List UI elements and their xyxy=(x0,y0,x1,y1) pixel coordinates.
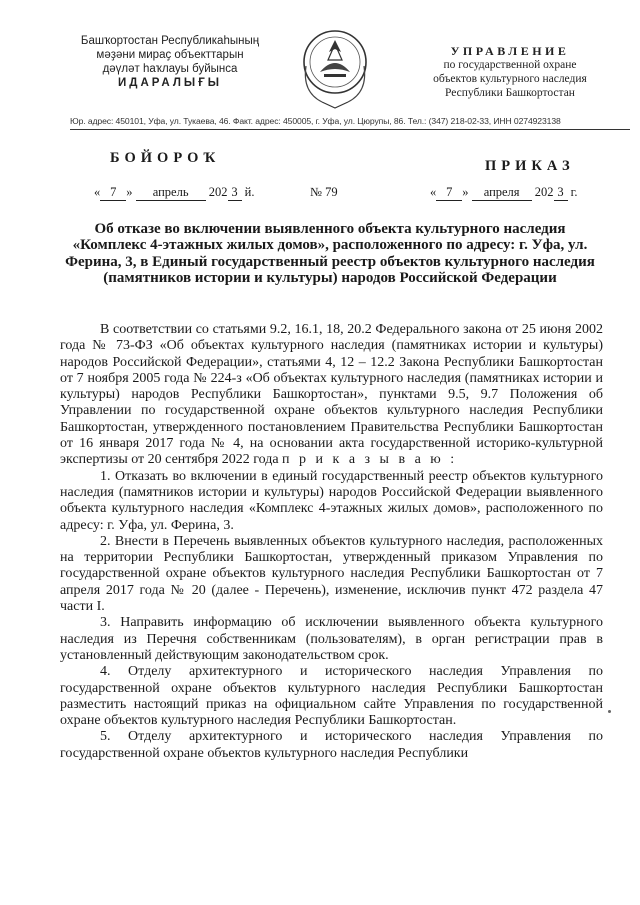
date-left-suffix: й. xyxy=(244,185,255,199)
date-right-year-prefix: 202 xyxy=(534,185,554,199)
date-right-day: 7 xyxy=(436,185,462,201)
date-left-year-digit: 3 xyxy=(228,185,242,201)
header-right-line2: по государственной охране xyxy=(443,59,577,71)
item-paragraph: 3. Направить информацию об исключении выявленного объекта культурного наследия из Перечня собственникам (пользователям), в орган регистрации прав в установленный действующим законодательством срок. xyxy=(60,615,603,663)
document-title: Об отказе во включении выявленного объекта культурного наследия «Комплекс 4-этажных жилых домов», расположенного по адресу: г. Уфа, ул. Ферина, 3, в Единый государственный реестр объектов культурного наследия (памятников истории и культуры) народов Российской Федерации xyxy=(65,221,595,286)
preamble-text: В соответствии со статьями 9.2, 16.1, 18, 20.2 Федерального закона от 25 июня 2002 года № 73-ФЗ «Об объектах культурного наследия (памятниках истории и культуры) народов Российской Федерации», статьями 4, 12 – 12.2 Закона Республики Башкортостан от 7 ноября 2005 года № 224-з «Об объектах культурного наследия (памятниках истории и культуры) народов Республики Башкортостан», пунктами 9.5, 9.7 Положения об Управлении по государственной охране объектов культурного наследия Республики Башкортостан, утвержденного постановлением Правительства Республики Башкортостан от 16 января 2017 года № 4, на основании акта государственной историко-культурной экспертизы от 20 сентября 2022 года xyxy=(60,322,603,468)
document-body xyxy=(60,322,603,762)
header-right-russian xyxy=(405,44,615,100)
header-right-line4: Республики Башкортостан xyxy=(445,87,575,99)
coat-of-arms-emblem-icon xyxy=(298,22,372,110)
header-left-line2: мәҙәни мираҫ объекттарын xyxy=(96,49,244,61)
date-left-day: 7 xyxy=(100,185,126,201)
scan-speck xyxy=(608,710,611,713)
item-paragraph: 4. Отделу архитектурного и исторического наследия Управления по государственной охране объектов культурного наследия Республики Башкортостан разместить настоящий приказ на официальном сайте Управления по государственной охране объектов культурного наследия Республики Башкортостан. xyxy=(60,664,603,729)
header-right-line3: объектов культурного наследия xyxy=(433,73,587,85)
date-left-quote-open: « xyxy=(94,185,101,199)
header-left-line3: дәүләт һаҡлауы буйынса xyxy=(102,63,238,75)
header-left-bashkir xyxy=(55,34,285,90)
item-paragraph: 1. Отказать во включении в единый государственный реестр объектов культурного наследия (памятников истории и культуры) народов Российской Федерации выявленного объекта культурного наследия «Комплекс 4-этажных жилых домов», расположенного по адресу: г. Уфа, ул. Ферина, 3. xyxy=(60,468,603,533)
header-left-line4: ИДАРАЛЫҒЫ xyxy=(118,77,222,89)
item-paragraph: 2. Внести в Перечень выявленных объектов культурного наследия, расположенных на территории Республики Башкортостан, утвержденный приказом Управления по государственной охране объектов культурного наследия Республики Башкортостан от 7 апреля 2017 года № 20 (далее - Перечень), изменение, исключив пункт 472 раздела 47 части I. xyxy=(60,533,603,615)
date-left-quote-close: » xyxy=(126,185,133,199)
order-number xyxy=(310,185,338,200)
date-left-month: апрель xyxy=(136,185,206,201)
address-line: Юр. адрес: 450101, Уфа, ул. Тукаева, 46. Факт. адрес: 450005, г. Уфа, ул. Цюрупы, 86. Тел.: (347) 218-02-33, ИНН 0274923138 xyxy=(70,116,561,126)
preamble-paragraph xyxy=(60,322,603,469)
header-left-line1: Башҡортостан Республикаһының xyxy=(80,35,260,47)
header-right-line1: УПРАВЛЕНИЕ xyxy=(450,44,570,58)
date-left-year-prefix: 202 xyxy=(208,185,228,199)
date-left xyxy=(94,185,254,201)
doc-type-bashkir: БОЙОРОҠ xyxy=(110,150,221,166)
preamble-command: п р и к а з ы в а ю : xyxy=(282,452,458,468)
item-paragraph: 5. Отделу архитектурного и исторического наследия Управления по государственной охране объектов культурного наследия Республики xyxy=(60,729,603,761)
date-right-suffix: г. xyxy=(570,185,578,199)
doc-type-russian: ПРИКАЗ xyxy=(485,158,575,174)
number-sign: № xyxy=(310,185,322,199)
date-right-quote-close: » xyxy=(462,185,469,199)
date-right-year-digit: 3 xyxy=(554,185,568,201)
header-divider xyxy=(70,129,630,130)
date-right-quote-open: « xyxy=(430,185,437,199)
number-value: 79 xyxy=(325,185,338,199)
date-right xyxy=(430,185,577,201)
date-right-month: апреля xyxy=(472,185,532,201)
